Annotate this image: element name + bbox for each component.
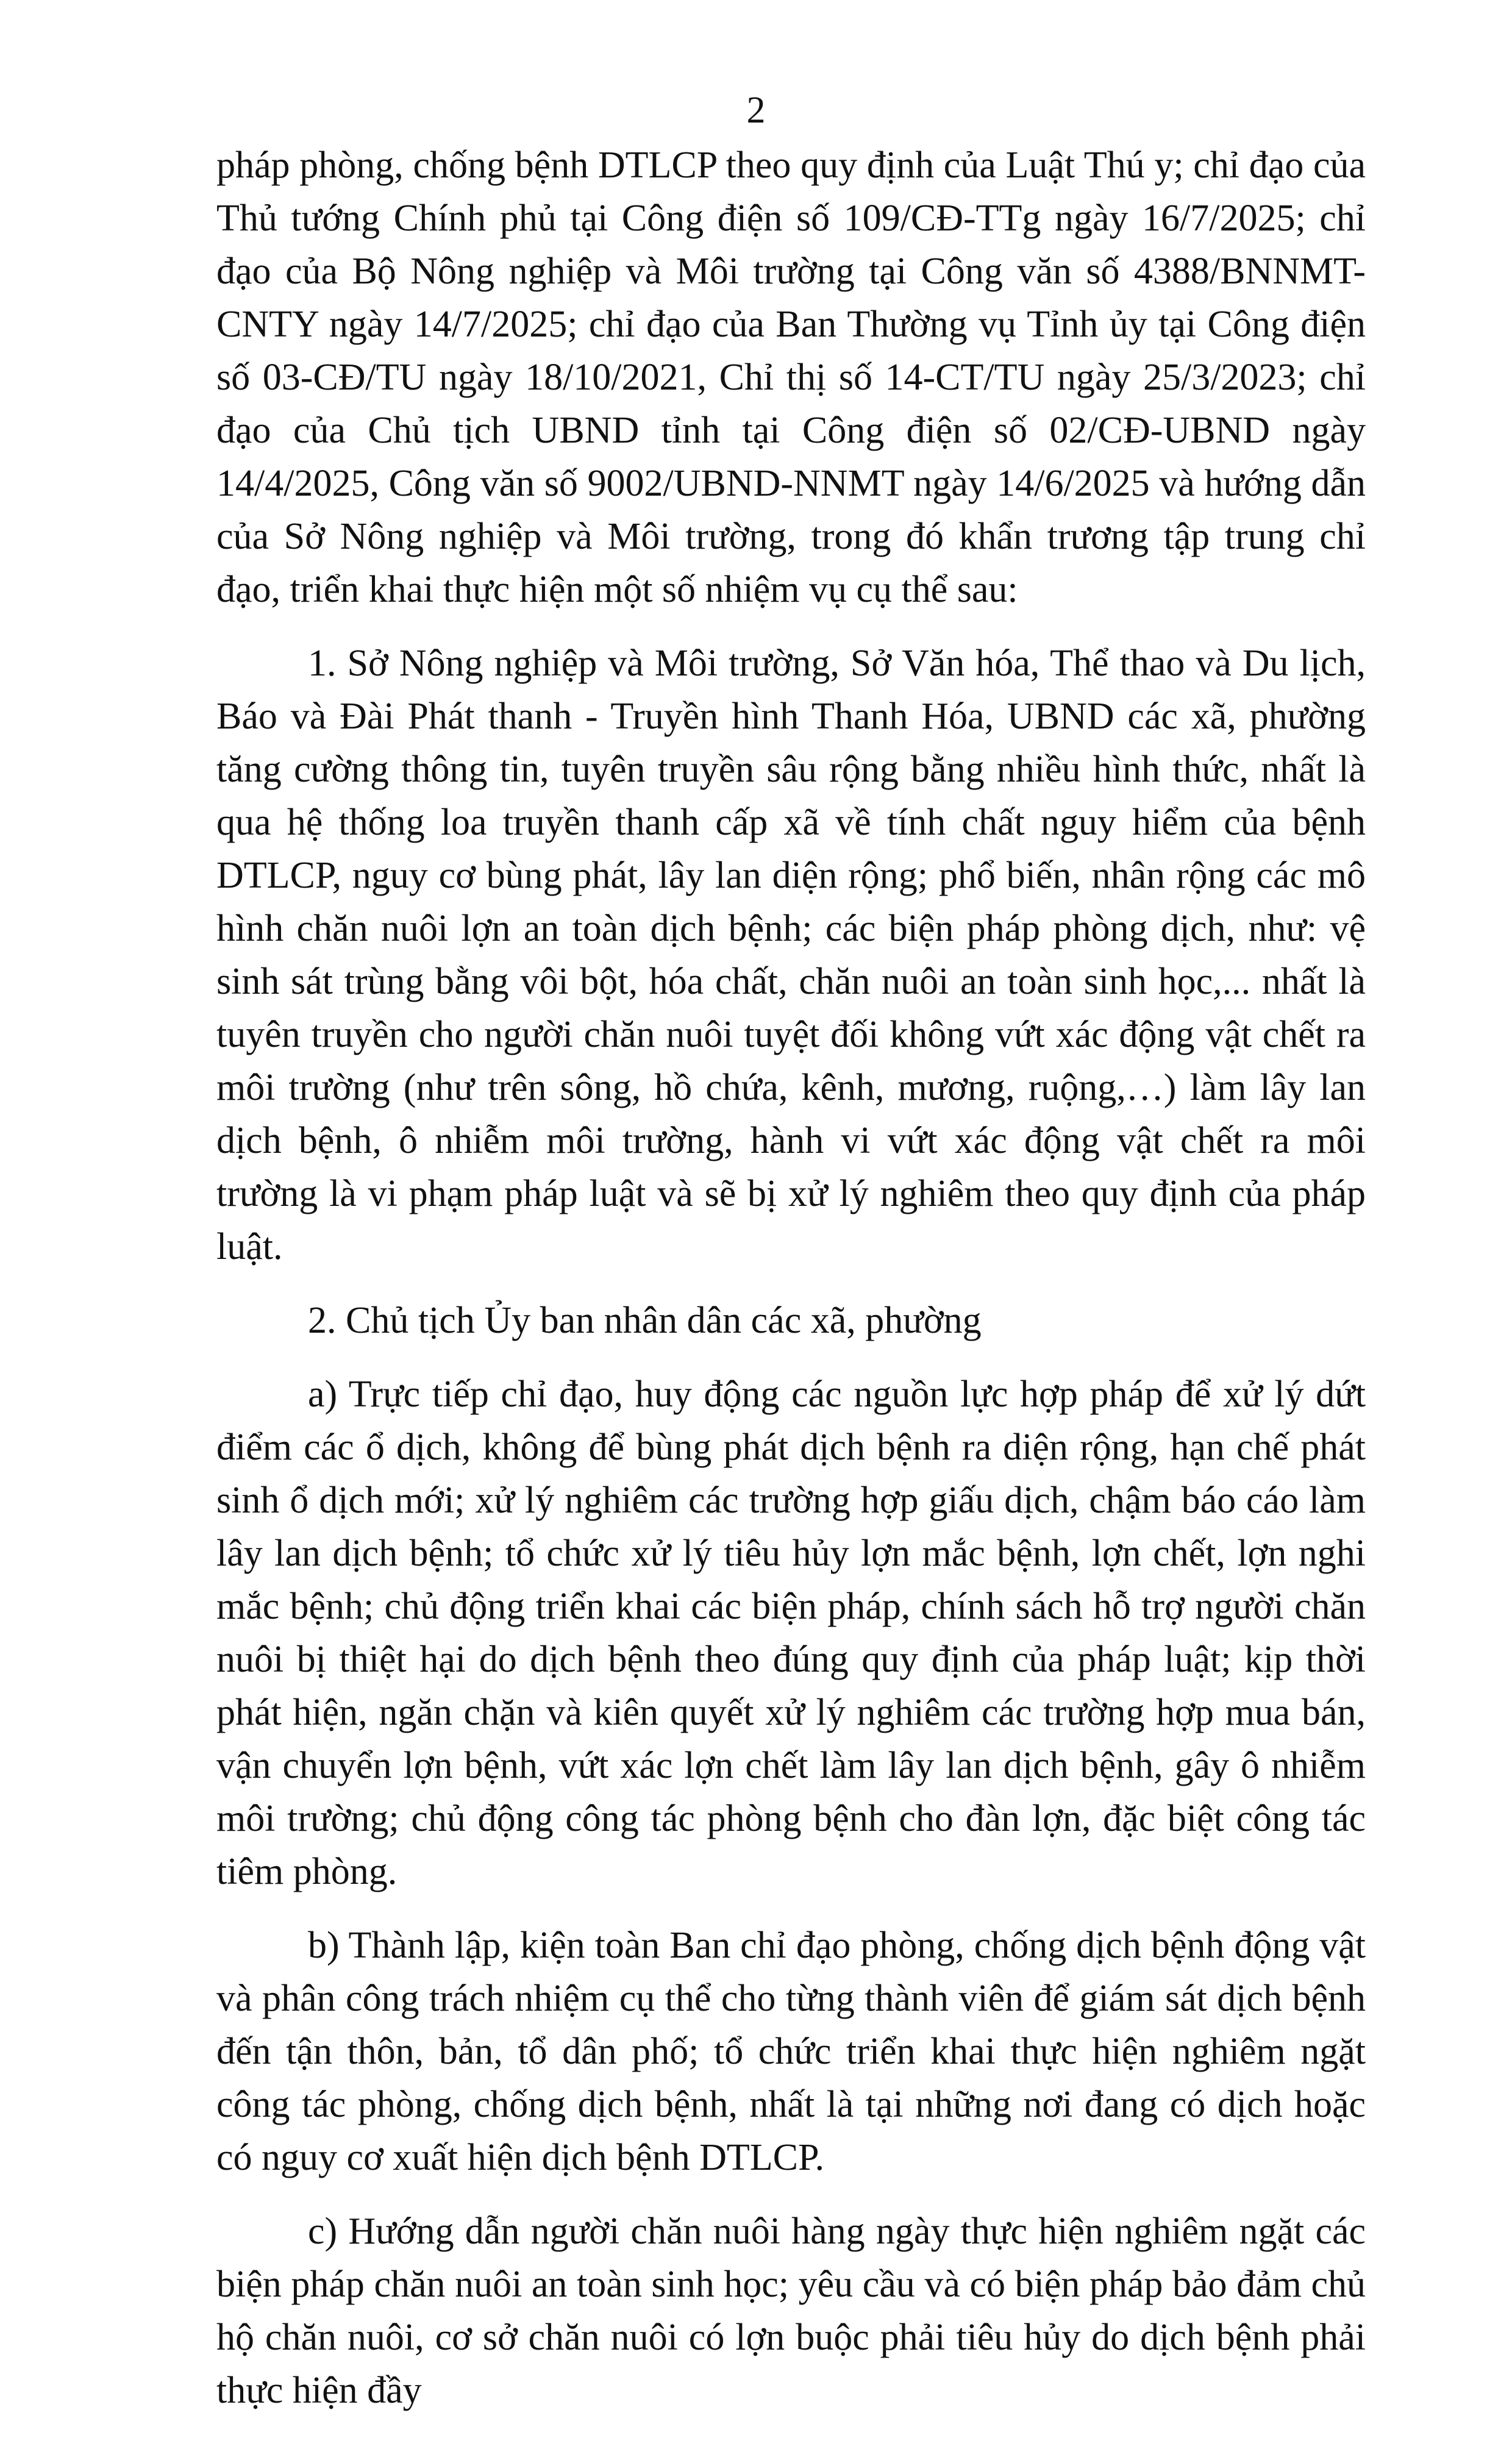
paragraph-item-2b: b) Thành lập, kiện toàn Ban chỉ đạo phòng, chống dịch bệnh động vật và phân công trách nhiệm cụ thể cho từng thành viên để giám sát dịch bệnh đến tận thôn, bản, tổ dân phố; tổ chức triển khai thực hiện nghiêm ngặt công tác phòng, chống dịch bệnh, nhất là tại những nơi đang có dịch hoặc có nguy cơ xuất hiện dịch bệnh DTLCP.: [216, 1925, 1366, 2178]
paragraph-item-1: 1. Sở Nông nghiệp và Môi trường, Sở Văn hóa, Thể thao và Du lịch, Báo và Đài Phát thanh - Truyền hình Thanh Hóa, UBND các xã, phường tăng cường thông tin, tuyên truyền sâu rộng bằng nhiều hình thức, nhất là qua hệ thống loa truyền thanh cấp xã về tính chất nguy hiểm của bệnh DTLCP, nguy cơ bùng phát, lây lan diện rộng; phổ biến, nhân rộng các mô hình chăn nuôi lợn an toàn dịch bệnh; các biện pháp phòng dịch, như: vệ sinh sát trùng bằng vôi bột, hóa chất, chăn nuôi an toàn sinh học,... nhất là tuyên truyền cho người chăn nuôi tuyệt đối không vứt xác động vật chết ra môi trường (như trên sông, hồ chứa, kênh, mương, ruộng,…) làm lây lan dịch bệnh, ô nhiễm môi trường, hành vi vứt xác động vật chết ra môi trường là vi phạm pháp luật và sẽ bị xử lý nghiêm theo quy định của pháp luật.: [216, 643, 1366, 1267]
paragraph-continuation: pháp phòng, chống bệnh DTLCP theo quy định của Luật Thú y; chỉ đạo của Thủ tướng Chính phủ tại Công điện số 109/CĐ-TTg ngày 16/7/2025; chỉ đạo của Bộ Nông nghiệp và Môi trường tại Công văn số 4388/BNNMT-CNTY ngày 14/7/2025; chỉ đạo của Ban Thường vụ Tỉnh ủy tại Công điện số 03-CĐ/TU ngày 18/10/2021, Chỉ thị số 14-CT/TU ngày 25/3/2023; chỉ đạo của Chủ tịch UBND tỉnh tại Công điện số 02/CĐ-UBND ngày 14/4/2025, Công văn số 9002/UBND-NNMT ngày 14/6/2025 và hướng dẫn của Sở Nông nghiệp và Môi trường, trong đó khẩn trương tập trung chỉ đạo, triển khai thực hiện một số nhiệm vụ cụ thể sau:: [216, 144, 1366, 610]
paragraph-item-2c: c) Hướng dẫn người chăn nuôi hàng ngày thực hiện nghiêm ngặt các biện pháp chăn nuôi an toàn sinh học; yêu cầu và có biện pháp bảo đảm chủ hộ chăn nuôi, cơ sở chăn nuôi có lợn buộc phải tiêu hủy do dịch bệnh phải thực hiện đầy: [216, 2211, 1366, 2411]
page-number: 2: [746, 90, 766, 131]
paragraph-item-2a: a) Trực tiếp chỉ đạo, huy động các nguồn lực hợp pháp để xử lý dứt điểm các ổ dịch, không để bùng phát dịch bệnh ra diện rộng, hạn chế phát sinh ổ dịch mới; xử lý nghiêm các trường hợp giấu dịch, chậm báo cáo làm lây lan dịch bệnh; tổ chức xử lý tiêu hủy lợn mắc bệnh, lợn chết, lợn nghi mắc bệnh; chủ động triển khai các biện pháp, chính sách hỗ trợ người chăn nuôi bị thiệt hại do dịch bệnh theo đúng quy định của pháp luật; kịp thời phát hiện, ngăn chặn và kiên quyết xử lý nghiêm các trường hợp mua bán, vận chuyển lợn bệnh, vứt xác lợn chết làm lây lan dịch bệnh, gây ô nhiễm môi trường; chủ động công tác phòng bệnh cho đàn lợn, đặc biệt công tác tiêm phòng.: [216, 1374, 1366, 1892]
document-body: [216, 139, 1366, 2438]
paragraph-item-2-heading: 2. Chủ tịch Ủy ban nhân dân các xã, phường: [308, 1300, 982, 1341]
